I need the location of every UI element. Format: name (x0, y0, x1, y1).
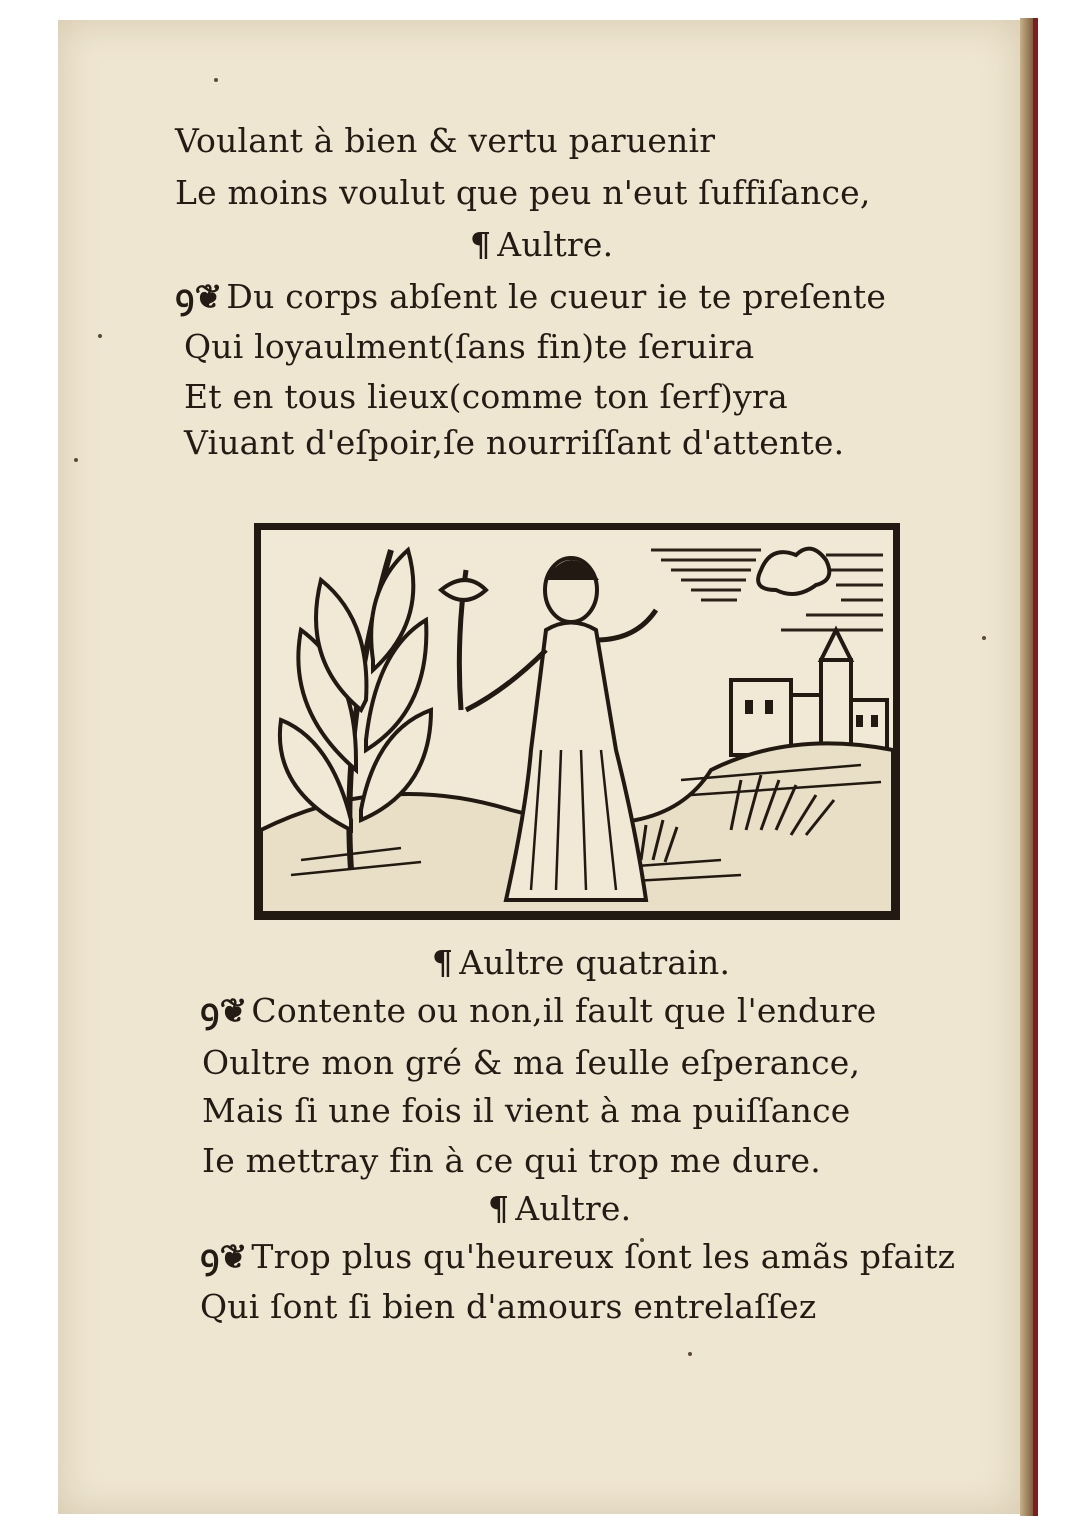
page-edge (1020, 18, 1038, 1516)
pilcrow-icon: ¶ (470, 225, 492, 264)
verse-line: Viuant d'eſpoir,ſe nourriſſant d'attente. (184, 423, 845, 462)
book-spine (1033, 18, 1038, 1516)
verse-line (200, 991, 877, 1030)
verse-line: Qui loyaulment(ſans fin)te ſeruira (184, 327, 755, 366)
verse-line: Mais ſi une fois il vient à ma puiſſance (202, 1091, 851, 1130)
fleuron-icon: ꝯ❦ (200, 991, 248, 1030)
verse-line: Oultre mon gré & ma ſeulle eſperance, (202, 1043, 861, 1082)
verse-line (200, 1237, 956, 1276)
fleuron-icon: ꝯ❦ (200, 1237, 248, 1276)
verse-text: Du corps abſent le cueur ie te preſente (226, 277, 887, 316)
heading-text: Aultre. (497, 225, 614, 264)
verse-text: Contente ou non,il fault que l'endure (251, 991, 877, 1030)
pilcrow-icon: ¶ (432, 943, 454, 982)
section-heading (470, 225, 614, 264)
verse-line: Qui ſont ſi bien d'amours entrelaſſez (200, 1287, 817, 1326)
section-heading (488, 1189, 632, 1228)
verse-line: Et en tous lieux(comme ton ſerf)yra (184, 377, 788, 416)
fleuron-icon: ꝯ❦ (175, 277, 223, 316)
woodcut-woman-landscape (261, 530, 893, 913)
verse-line: Ie mettray fin à ce qui trop me dure. (202, 1141, 821, 1180)
section-heading (432, 943, 731, 982)
pilcrow-icon: ¶ (488, 1189, 510, 1228)
verse-line: Le moins voulut que peu n'eut ſuffiſance, (175, 173, 871, 212)
verse-line (175, 277, 887, 316)
verse-line: Voulant à bien & vertu paruenir (175, 121, 716, 160)
verse-text: Trop plus qu'heureux ſont les amãs pfaitz (251, 1237, 956, 1276)
woodcut-illustration (254, 523, 900, 920)
heading-text: Aultre quatrain. (459, 943, 731, 982)
heading-text: Aultre. (515, 1189, 632, 1228)
